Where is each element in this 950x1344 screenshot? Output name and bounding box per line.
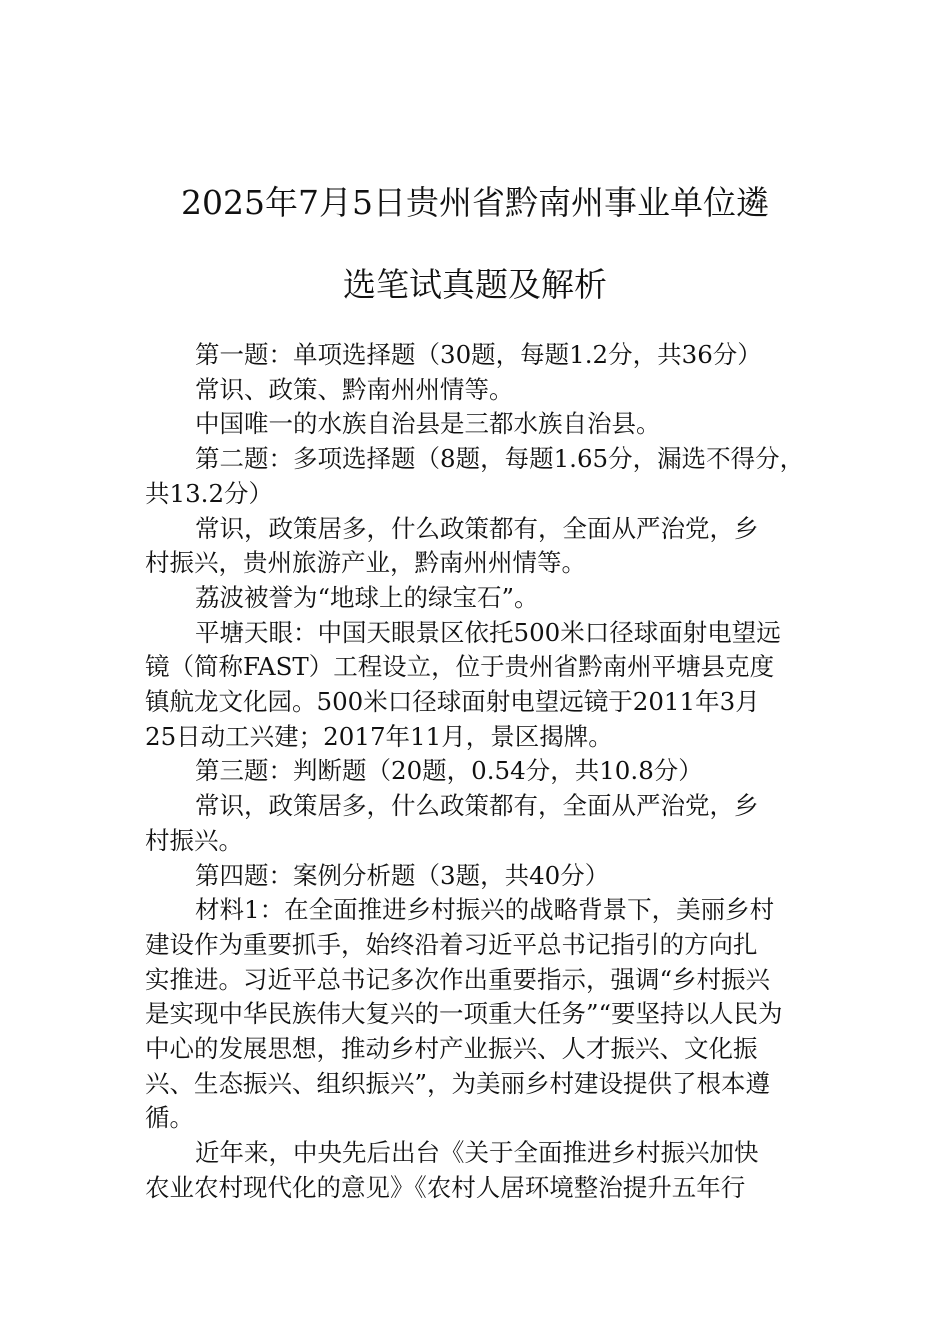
paragraph-line: 农业农村现代化的意见》《农村人居环境整治提升五年行 — [145, 1172, 746, 1202]
paragraph-line: 中心的发展思想，推动乡村产业振兴、人才振兴、文化振 — [145, 1034, 758, 1064]
paragraph — [145, 616, 835, 755]
paragraph-line: 25日动工兴建；2017年11月，景区揭牌。 — [145, 721, 613, 751]
paragraph-line: 第四题：案例分析题（3题，共40分） — [195, 860, 610, 890]
paragraph — [145, 407, 835, 442]
paragraph — [145, 789, 835, 858]
paragraph — [145, 754, 835, 789]
paragraph — [145, 859, 835, 894]
paragraph-line: 平塘天眼：中国天眼景区依托500米口径球面射电望远 — [195, 617, 781, 647]
paragraph — [145, 338, 835, 373]
paragraph — [145, 1136, 835, 1205]
paragraph-line: 材料1：在全面推进乡村振兴的战略背景下，美丽乡村 — [195, 895, 775, 925]
paragraph — [145, 442, 835, 511]
paragraph-line: 镇航龙文化园。500米口径球面射电望远镜于2011年3月 — [145, 687, 760, 717]
paragraph-line: 建设作为重要抓手，始终沿着习近平总书记指引的方向扎 — [145, 929, 758, 959]
paragraph-line: 第二题：多项选择题（8题，每题1.65分，漏选不得分， — [195, 444, 805, 474]
paragraph-line: 近年来，中央先后出台《关于全面推进乡村振兴加快 — [195, 1138, 759, 1168]
document-title — [150, 162, 800, 326]
title-line: 2025年7月5日贵州省黔南州事业单位遴 — [181, 183, 769, 222]
paragraph — [145, 581, 835, 616]
paragraph-line: 常识，政策居多，什么政策都有，全面从严治党，乡 — [195, 791, 759, 821]
paragraph-line: 荔波被誉为“地球上的绿宝石”。 — [195, 582, 539, 612]
paragraph — [145, 373, 835, 408]
paragraph-line: 常识、政策、黔南州州情等。 — [195, 374, 514, 404]
paragraph-line: 镜（简称FAST）工程设立，位于贵州省黔南州平塘县克度 — [145, 652, 775, 682]
paragraph-line: 共13.2分） — [145, 478, 274, 508]
paragraph-line: 循。 — [145, 1103, 194, 1133]
title-line: 选笔试真题及解析 — [343, 265, 607, 304]
paragraph-line: 是实现中华民族伟大复兴的一项重大任务”“要坚持以人民为 — [145, 999, 783, 1029]
paragraph — [145, 512, 835, 581]
paragraph-line: 第三题：判断题（20题，0.54分，共10.8分） — [195, 756, 703, 786]
paragraph-line: 第一题：单项选择题（30题，每题1.2分，共36分） — [195, 340, 762, 369]
paragraph-line: 常识，政策居多，什么政策都有，全面从严治党，乡 — [195, 513, 759, 543]
paragraph-line: 中国唯一的水族自治县是三都水族自治县。 — [195, 409, 661, 439]
paragraph-line: 村振兴。 — [145, 825, 243, 855]
paragraph-line: 村振兴，贵州旅游产业，黔南州州情等。 — [145, 548, 586, 578]
paragraph-line: 兴、生态振兴、组织振兴”，为美丽乡村建设提供了根本遵 — [145, 1068, 771, 1098]
document-body — [145, 338, 835, 1206]
paragraph — [145, 893, 835, 1136]
paragraph-line: 实推进。习近平总书记多次作出重要指示，强调“乡村振兴 — [145, 964, 771, 994]
